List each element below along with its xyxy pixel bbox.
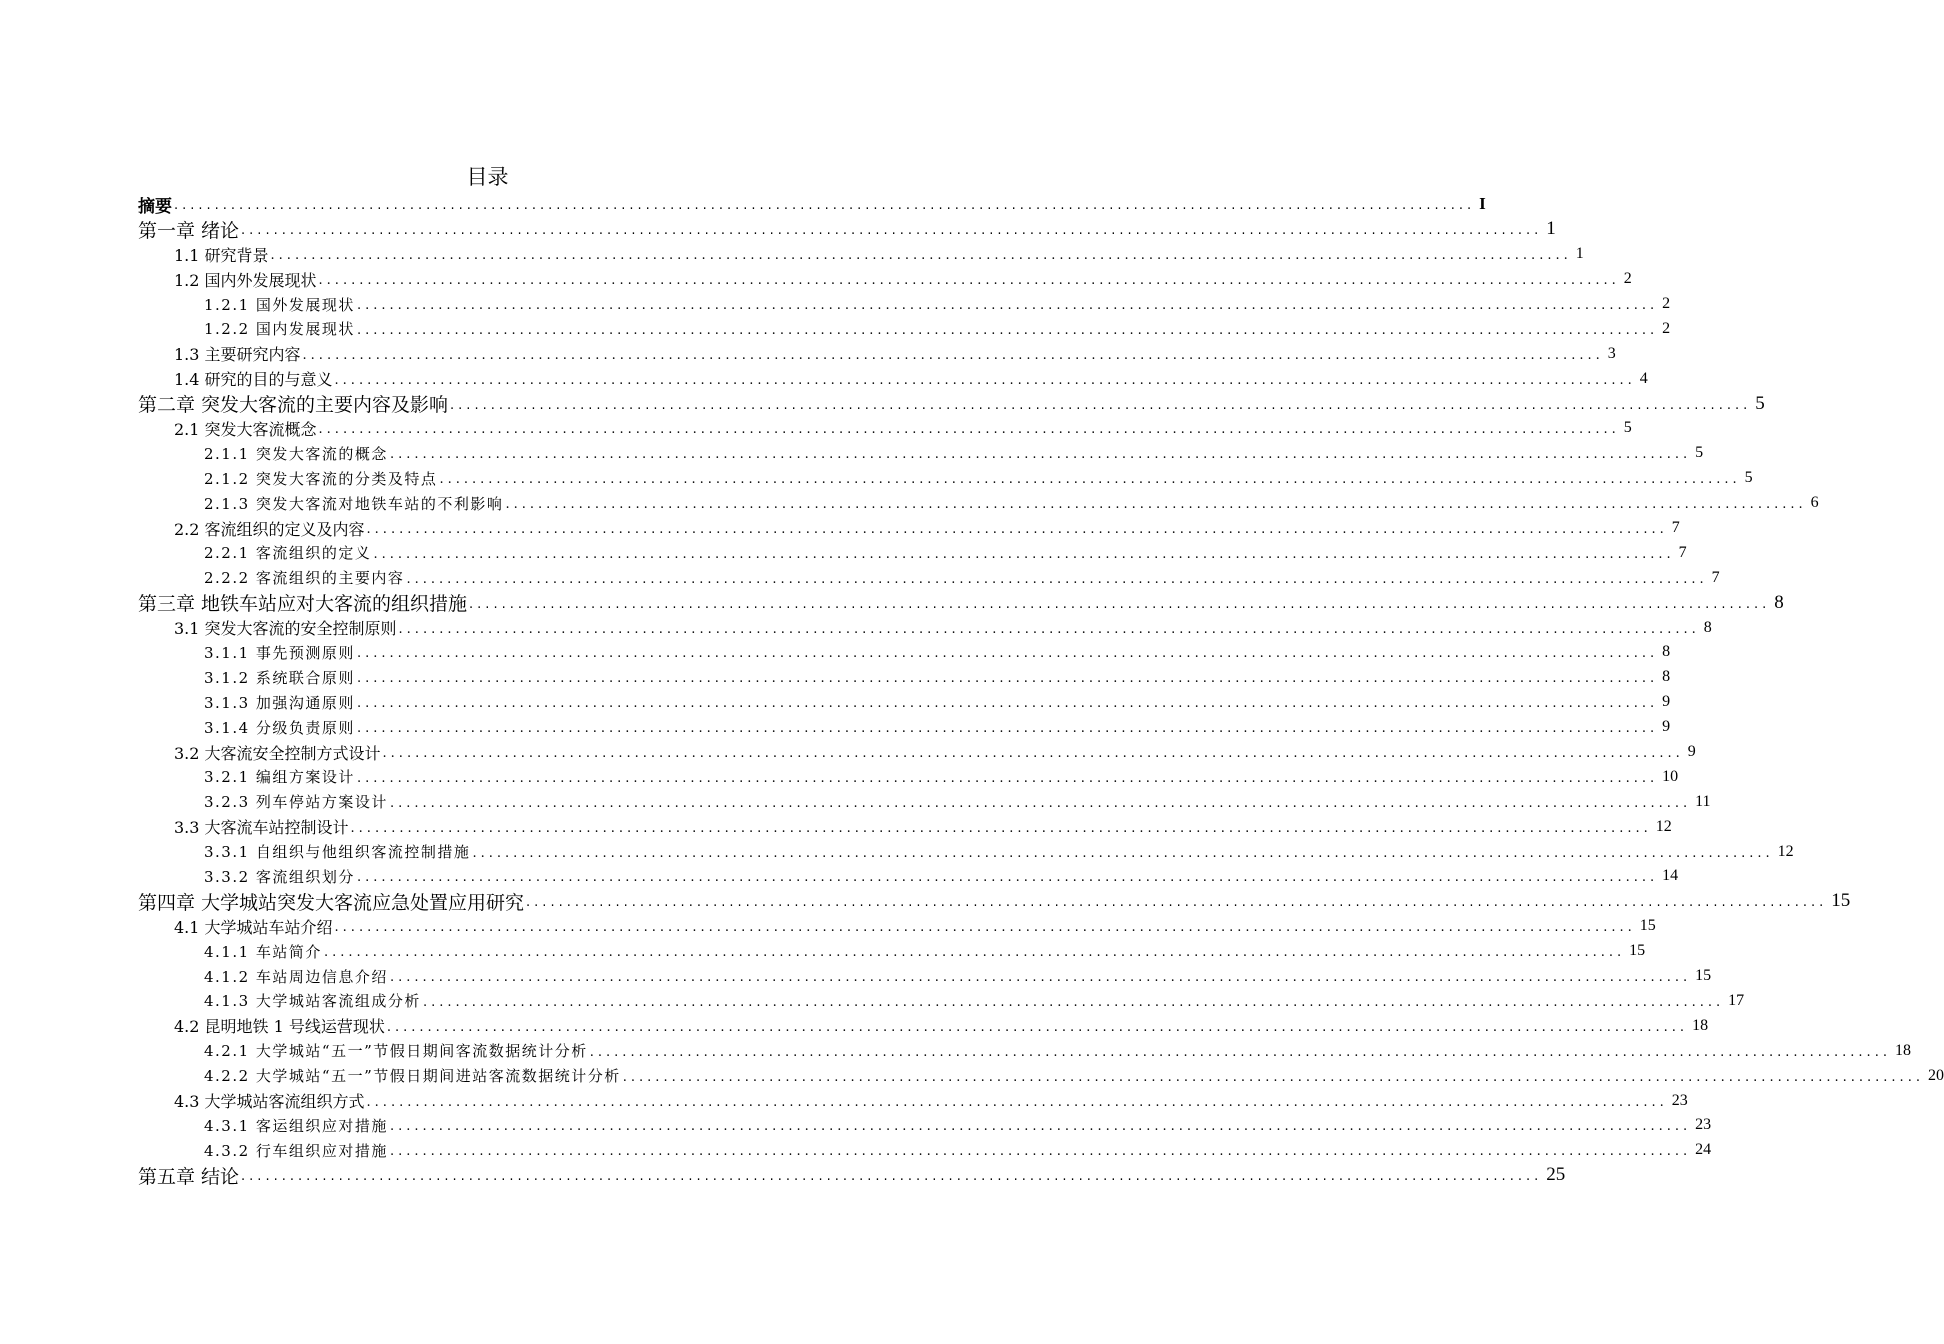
toc-entry-label: 1.2.1 国外发展现状 [204, 295, 355, 314]
toc-entry-label: 第三章 地铁车站应对大客流的组织措施 [138, 593, 468, 616]
toc-leader-dots: ................................................................................................................................................................ [356, 322, 1659, 338]
toc-entry-label: 3.2.1 编组方案设计 [204, 768, 355, 787]
toc-entry[interactable] [0, 466, 1753, 491]
toc-entry-page-number: 25 [1546, 1164, 1566, 1186]
toc-leader-dots: ................................................................................................................................................................ [356, 671, 1659, 687]
toc-entry[interactable] [0, 939, 1646, 964]
toc-entry[interactable] [0, 316, 1671, 341]
toc-entry-page-number: 7 [1671, 519, 1680, 537]
toc-entry-label: 1.3 主要研究内容 [174, 345, 301, 365]
toc-entry-label: 1.1 研究背景 [174, 245, 269, 265]
toc-entry-label: 第四章 大学城站突发大客流应急处置应用研究 [138, 891, 525, 914]
toc-entry-label: 4.2.1 大学城站“五一”节假日期间客流数据统计分析 [204, 1042, 588, 1061]
toc-title: 目录 [466, 165, 509, 189]
toc-entry-page-number: 15 [1695, 967, 1712, 985]
toc-entry-page-number: 23 [1695, 1116, 1712, 1134]
toc-leader-dots: ................................................................................................................................................................ [622, 1069, 1924, 1085]
toc-entry-page-number: 12 [1777, 842, 1794, 860]
toc-entry-page-number: 7 [1711, 568, 1720, 586]
toc-entry-page-number: 18 [1894, 1041, 1911, 1059]
toc-entry-page-number: 9 [1662, 693, 1671, 711]
toc-entry-page-number: 24 [1695, 1141, 1712, 1159]
toc-entry-page-number: 8 [1703, 618, 1712, 636]
toc-entry-label: 第二章 突发大客流的主要内容及影响 [138, 394, 449, 417]
toc-entry[interactable] [0, 814, 1672, 839]
toc-entry-label: 4.2 昆明地铁 1 号线运营现状 [174, 1017, 385, 1037]
toc-entry-label: 1.2.2 国内发展现状 [204, 320, 355, 339]
toc-entry-page-number: 7 [1678, 543, 1687, 561]
toc-entry-label: 2.1.1 突发大客流的概念 [204, 444, 388, 463]
toc-leader-dots: ................................................................................................................................................................ [526, 895, 1828, 911]
toc-entry[interactable] [0, 416, 1632, 441]
toc-entry-page-number: 9 [1662, 718, 1671, 736]
toc-leader-dots: ................................................................................................................................................................ [350, 820, 1652, 836]
toc-entry[interactable] [0, 864, 1679, 889]
toc-leader-dots: ................................................................................................................................................................ [398, 621, 1700, 637]
toc-entry-label: 3.3 大客流车站控制设计 [174, 818, 349, 838]
toc-entry-page-number: 5 [1695, 444, 1704, 462]
toc-entry[interactable] [0, 565, 1720, 590]
toc-leader-dots: ................................................................................................................................................................ [356, 696, 1659, 712]
toc-entry-page-number: 5 [1755, 392, 1765, 414]
toc-entry[interactable] [0, 491, 1819, 516]
toc-entry[interactable] [0, 615, 1712, 640]
toc-leader-dots: ................................................................................................................................................................ [323, 945, 1626, 961]
toc-entry[interactable] [0, 715, 1671, 740]
toc-entry-label: 4.1 大学城站车站介绍 [174, 917, 333, 937]
toc-leader-dots: ................................................................................................................................................................ [270, 248, 1572, 264]
toc-leader-dots: ................................................................................................................................................................ [389, 1119, 1692, 1135]
toc-entry-page-number: 17 [1728, 991, 1745, 1009]
toc-entry[interactable] [0, 839, 1794, 864]
toc-entry[interactable] [0, 516, 1680, 541]
toc-leader-dots: ................................................................................................................................................................ [450, 397, 1752, 413]
toc-leader-dots: ................................................................................................................................................................ [334, 920, 1636, 936]
toc-leader-dots: ................................................................................................................................................................ [386, 1019, 1689, 1035]
toc-entry-page-number: 8 [1662, 643, 1671, 661]
toc-entry-page-number: 1 [1575, 245, 1584, 263]
toc-entry[interactable] [0, 1038, 1911, 1063]
toc-entry-page-number: 2 [1662, 295, 1671, 312]
toc-entry[interactable] [0, 540, 1687, 565]
toc-leader-dots: ................................................................................................................................................................ [589, 1044, 1891, 1060]
toc-entry-page-number: 15 [1831, 890, 1851, 912]
toc-entry[interactable] [0, 640, 1671, 665]
toc-entry-label: 第五章 结论 [138, 1165, 240, 1188]
toc-entry[interactable] [0, 690, 1671, 715]
toc-entry-label: 4.1.3 大学城站客流组成分析 [204, 992, 421, 1011]
toc-entry-label: 2.1 突发大客流概念 [174, 419, 317, 439]
toc-entry[interactable] [0, 590, 1784, 616]
toc-entry[interactable] [0, 889, 1851, 914]
toc-leader-dots: ................................................................................................................................................................ [356, 646, 1659, 662]
toc-entry[interactable] [0, 217, 1556, 242]
toc-entry-label: 3.1.4 分级负责原则 [204, 718, 355, 737]
toc-leader-dots: ................................................................................................................................................................ [389, 795, 1692, 811]
toc-entry-label: 4.3.1 客运组织应对措施 [204, 1116, 388, 1135]
toc-entry-page-number: 8 [1774, 591, 1784, 613]
toc-leader-dots: ................................................................................................................................................................ [356, 870, 1659, 886]
toc-entry[interactable] [0, 665, 1671, 690]
toc-entry[interactable] [0, 1163, 1566, 1188]
toc-entry-label: 1.4 研究的目的与意义 [174, 370, 333, 390]
toc-entry[interactable] [0, 989, 1745, 1014]
toc-entry[interactable] [0, 292, 1671, 317]
toc-leader-dots: ................................................................................................................................................................ [302, 347, 1604, 363]
toc-leader-dots: ................................................................................................................................................................ [373, 546, 1675, 562]
toc-entry-label: 摘要 [138, 196, 172, 217]
toc-entry-label: 3.3.2 客流组织划分 [204, 867, 355, 886]
toc-entry-page-number: 14 [1662, 867, 1679, 885]
toc-entry-label: 3.1.2 系统联合原则 [204, 668, 355, 687]
toc-entry-label: 4.1.1 车站简介 [204, 942, 322, 961]
toc-leader-dots: ................................................................................................................................................................ [472, 845, 1774, 861]
toc-leader-dots: ................................................................................................................................................................ [439, 472, 1741, 488]
toc-entry[interactable] [0, 267, 1632, 292]
toc-entry[interactable] [0, 242, 1584, 267]
toc-entry[interactable] [0, 1013, 1709, 1038]
toc-leader-dots: ................................................................................................................................................................ [318, 422, 1620, 438]
toc-entry-page-number: 15 [1639, 917, 1656, 935]
toc-leader-dots: ................................................................................................................................................................ [366, 1094, 1668, 1110]
toc-entry[interactable] [0, 391, 1765, 417]
toc-entry[interactable] [0, 1138, 1712, 1163]
toc-entry-label: 3.2.3 列车停站方案设计 [204, 793, 388, 812]
toc-entry-label: 2.1.2 突发大客流的分类及特点 [204, 469, 438, 488]
toc-leader-dots: ................................................................................................................................................................ [366, 522, 1668, 538]
toc-leader-dots: ................................................................................................................................................................ [389, 447, 1692, 463]
toc-entry-label: 3.1.1 事先预测原则 [204, 643, 355, 662]
toc-entry-label: 2.1.3 突发大客流对地铁车站的不利影响 [204, 494, 504, 513]
toc-entry-page-number: 8 [1662, 668, 1671, 686]
toc-entry-page-number: 11 [1695, 792, 1711, 810]
toc-entry-page-number: 3 [1607, 344, 1616, 362]
toc-leader-dots: ................................................................................................................................................................ [356, 298, 1659, 313]
toc-entry-page-number: 23 [1671, 1091, 1688, 1109]
toc-entry-page-number: 10 [1662, 767, 1679, 785]
toc-entry[interactable] [0, 441, 1704, 466]
toc-leader-dots: ................................................................................................................................................................ [389, 970, 1692, 986]
toc-entry-page-number: 2 [1662, 319, 1671, 337]
toc-leader-dots: ................................................................................................................................................................ [406, 571, 1708, 587]
toc-entry-page-number: 1 [1546, 218, 1556, 240]
toc-entry-label: 2.2.1 客流组织的定义 [204, 544, 372, 563]
toc-entry-label: 第一章 绪论 [138, 219, 240, 242]
toc-entry-label: 3.3.1 自组织与他组织客流控制措施 [204, 843, 471, 862]
toc-entry-page-number: 6 [1810, 494, 1819, 512]
toc-leader-dots: ................................................................................................................................................................ [356, 721, 1659, 737]
toc-entry[interactable] [0, 764, 1679, 789]
toc-entry-page-number: 5 [1623, 419, 1632, 437]
toc-entry-page-number: 4 [1639, 369, 1648, 387]
toc-entry[interactable] [0, 1113, 1712, 1138]
toc-entry[interactable] [0, 789, 1711, 814]
toc-entry[interactable] [0, 964, 1712, 989]
toc-leader-dots: ................................................................................................................................................................ [422, 994, 1725, 1010]
toc-entry[interactable] [0, 1088, 1688, 1113]
toc-entry-label: 2.2 客流组织的定义及内容 [174, 519, 365, 539]
toc-leader-dots: ................................................................................................................................................................ [318, 273, 1620, 289]
toc-entry-page-number: I [1479, 194, 1486, 214]
toc-entry-page-number: 18 [1692, 1016, 1709, 1034]
toc-entry-label: 3.1 突发大客流的安全控制原则 [174, 619, 397, 639]
toc-list [0, 192, 1944, 1188]
toc-leader-dots: ................................................................................................................................................................ [469, 596, 1771, 612]
toc-entry[interactable] [0, 1063, 1944, 1088]
toc-leader-dots: ................................................................................................................................................................ [356, 770, 1659, 786]
toc-entry-label: 1.2 国内外发展现状 [174, 270, 317, 290]
toc-entry-label: 4.2.2 大学城站“五一”节假日期间进站客流数据统计分析 [204, 1067, 621, 1086]
toc-entry[interactable] [0, 366, 1648, 391]
toc-entry-label: 4.1.2 车站周边信息介绍 [204, 967, 388, 986]
toc-leader-dots: ................................................................................................................................................................ [241, 223, 1543, 239]
toc-entry-page-number: 12 [1655, 817, 1672, 835]
toc-leader-dots: ................................................................................................................................................................ [334, 372, 1636, 388]
toc-leader-dots: ................................................................................................................................................................ [389, 1144, 1692, 1160]
toc-entry-page-number: 2 [1623, 270, 1632, 288]
toc-entry-page-number: 15 [1629, 942, 1646, 960]
toc-entry[interactable] [0, 740, 1696, 765]
toc-entry-label: 2.2.2 客流组织的主要内容 [204, 569, 405, 588]
toc-entry-page-number: 20 [1927, 1066, 1944, 1084]
toc-entry-page-number: 5 [1744, 469, 1753, 487]
toc-leader-dots: ................................................................................................................................................................ [382, 746, 1684, 762]
toc-entry-label: 3.1.3 加强沟通原则 [204, 693, 355, 712]
toc-entry-label: 3.2 大客流安全控制方式设计 [174, 743, 381, 763]
toc-entry-label: 4.3.2 行车组织应对措施 [204, 1141, 388, 1160]
toc-leader-dots: ................................................................................................................................................................ [241, 1169, 1543, 1185]
toc-entry[interactable] [0, 192, 1486, 217]
toc-entry[interactable] [0, 341, 1616, 366]
toc-leader-dots: ................................................................................................................................................................ [174, 198, 1476, 214]
toc-entry-page-number: 9 [1687, 743, 1696, 761]
toc-entry[interactable] [0, 914, 1656, 939]
toc-leader-dots: ................................................................................................................................................................ [505, 497, 1807, 513]
toc-entry-label: 4.3 大学城站客流组织方式 [174, 1092, 365, 1111]
